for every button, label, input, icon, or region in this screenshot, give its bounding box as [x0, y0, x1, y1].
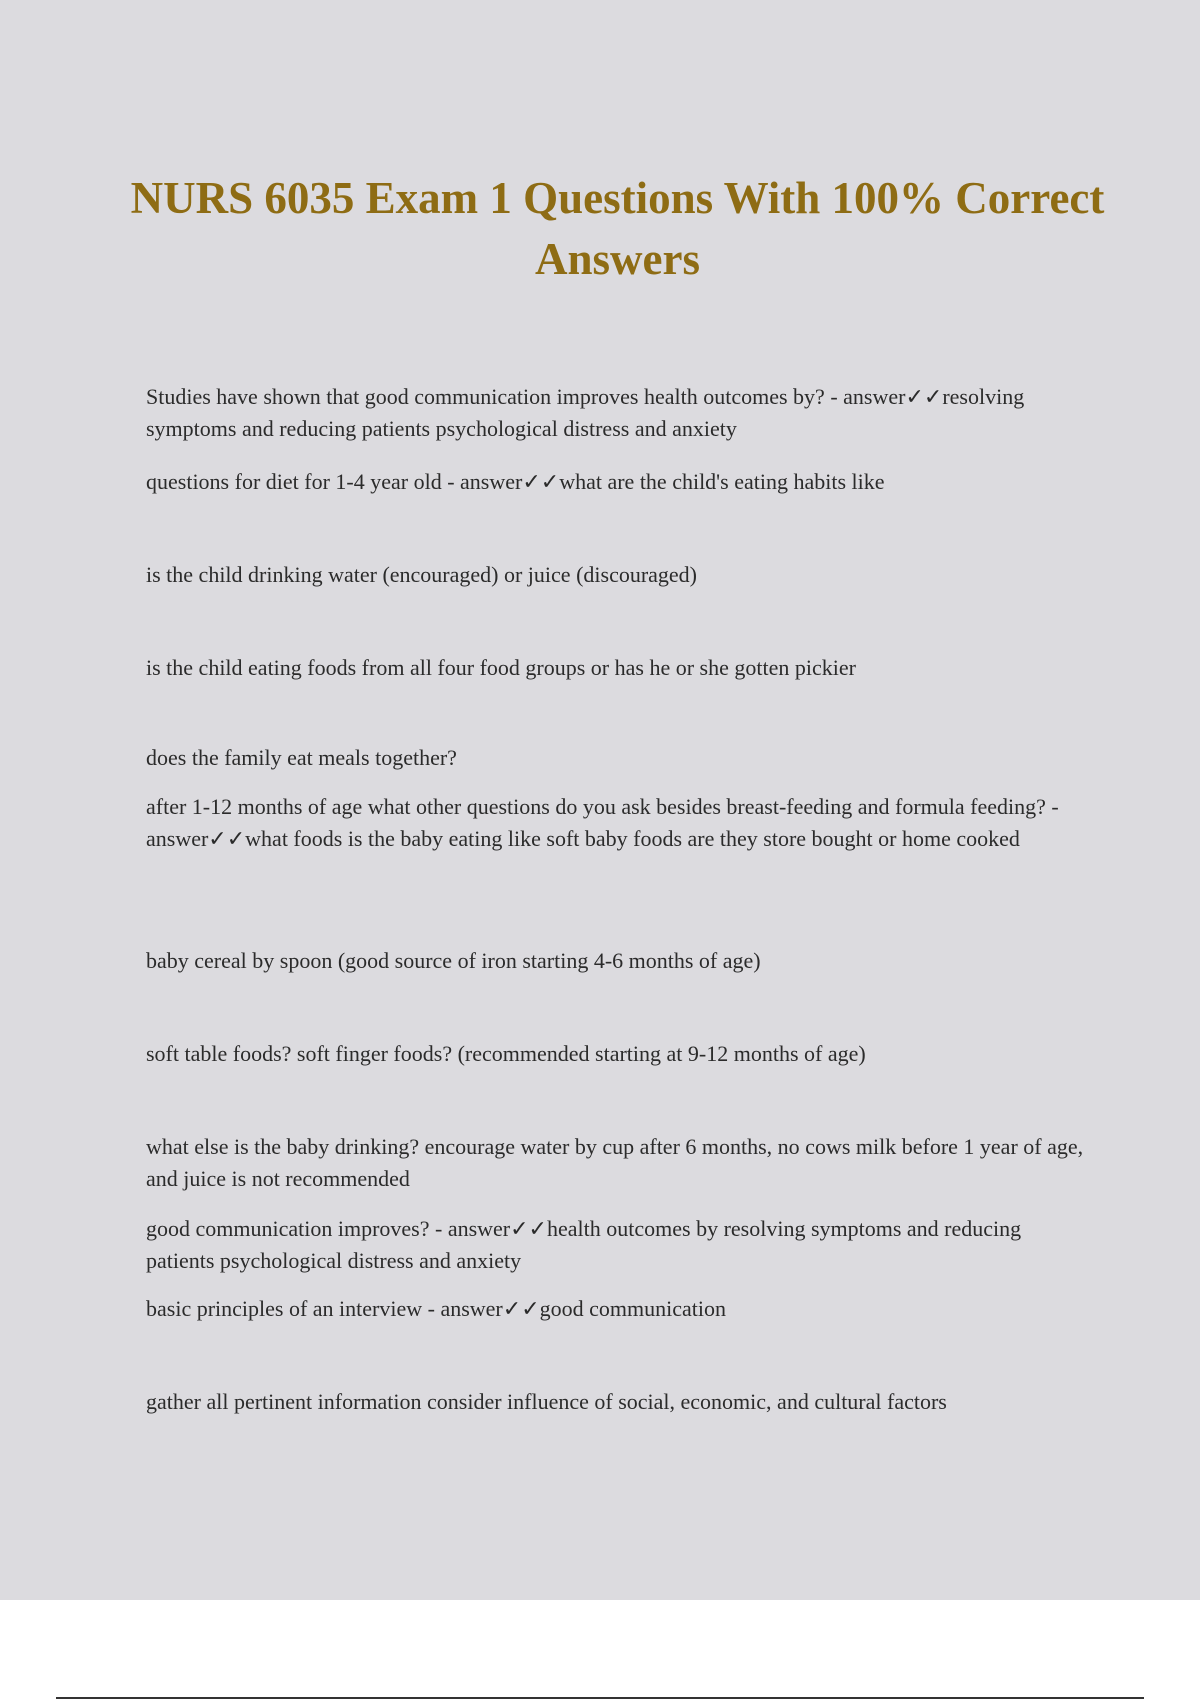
- qa-entry-baby-cereal: baby cereal by spoon (good source of iron starting 4-6 months of age): [146, 948, 761, 973]
- qa-entry-interview-principles: basic principles of an interview - answer✓✓good communication: [146, 1296, 726, 1321]
- qa-entry-family-meals: does the family eat meals together?: [146, 745, 457, 770]
- qa-entry-1-12-months: after 1-12 months of age what other questions do you ask besides breast-feeding and formula feeding? - answer✓✓what foods is the baby eating like soft baby foods are they store bought or home cooked: [146, 794, 1059, 851]
- qa-entry-soft-foods: soft table foods? soft finger foods? (recommended starting at 9-12 months of age): [146, 1041, 866, 1066]
- footer-divider: [56, 1697, 1144, 1699]
- qa-entry-communication-outcomes: Studies have shown that good communication improves health outcomes by? - answer✓✓resolving symptoms and reducing patients psychological distress and anxiety: [146, 384, 1025, 441]
- qa-entry-baby-drinking: what else is the baby drinking? encourage water by cup after 6 months, no cows milk before 1 year of age, and juice is not recommended: [146, 1134, 1084, 1191]
- qa-entry-diet-1-4-year-old: questions for diet for 1-4 year old - answer✓✓what are the child's eating habits like: [146, 469, 885, 494]
- qa-entry-pertinent-information: gather all pertinent information consider influence of social, economic, and cultural factors: [146, 1389, 947, 1414]
- qa-entry-good-communication: good communication improves? - answer✓✓health outcomes by resolving symptoms and reducing patients psychological distress and anxiety: [146, 1216, 1022, 1273]
- qa-entry-drinking-water: is the child drinking water (encouraged) or juice (discouraged): [146, 562, 698, 587]
- qa-entry-food-groups: is the child eating foods from all four food groups or has he or she gotten pickier: [146, 655, 856, 680]
- document-title: NURS 6035 Exam 1 Questions With 100% Correct Answers: [130, 173, 1105, 284]
